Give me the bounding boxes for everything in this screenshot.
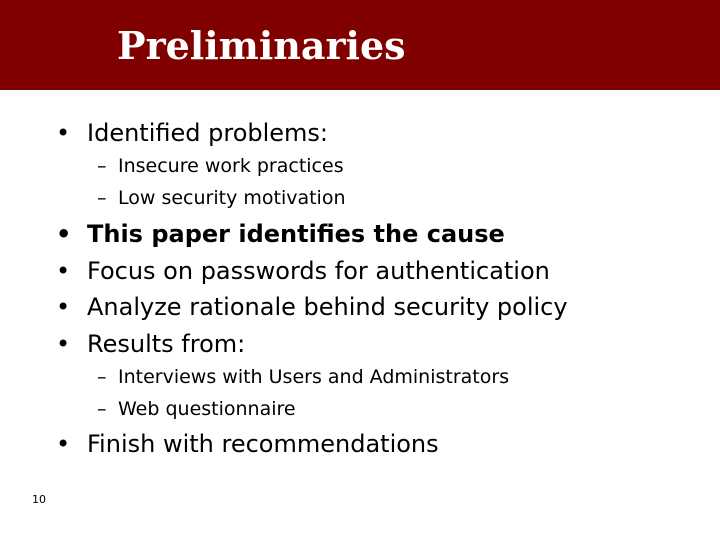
bullet-icon: • [56,257,71,285]
slide-number: 10 [32,493,46,506]
bullet-text: Results from: [87,330,246,358]
sub-bullet-text: Insecure work practices [118,155,344,177]
slide-title: Preliminaries [117,23,406,68]
bullet-text: Focus on passwords for authentication [87,257,550,285]
bullet-text: Finish with recommendations [87,430,439,458]
title-bar [0,0,720,90]
bullet-icon: • [56,293,71,321]
bullet-icon: • [56,330,71,358]
bullet-icon: • [56,119,71,147]
dash-icon: – [97,366,107,388]
bullet-text: This paper identifies the cause [87,220,505,248]
sub-bullet-text: Web questionnaire [118,398,296,420]
sub-bullet-text: Interviews with Users and Administrators [118,366,510,388]
dash-icon: – [97,187,107,209]
bullet-icon: • [56,430,71,458]
dash-icon: – [97,155,107,177]
bullet-text: Analyze rationale behind security policy [87,293,568,321]
bullet-text: Identified problems: [87,119,329,147]
dash-icon: – [97,398,107,420]
sub-bullet-text: Low security motivation [118,187,346,209]
bullet-icon: • [56,220,72,248]
